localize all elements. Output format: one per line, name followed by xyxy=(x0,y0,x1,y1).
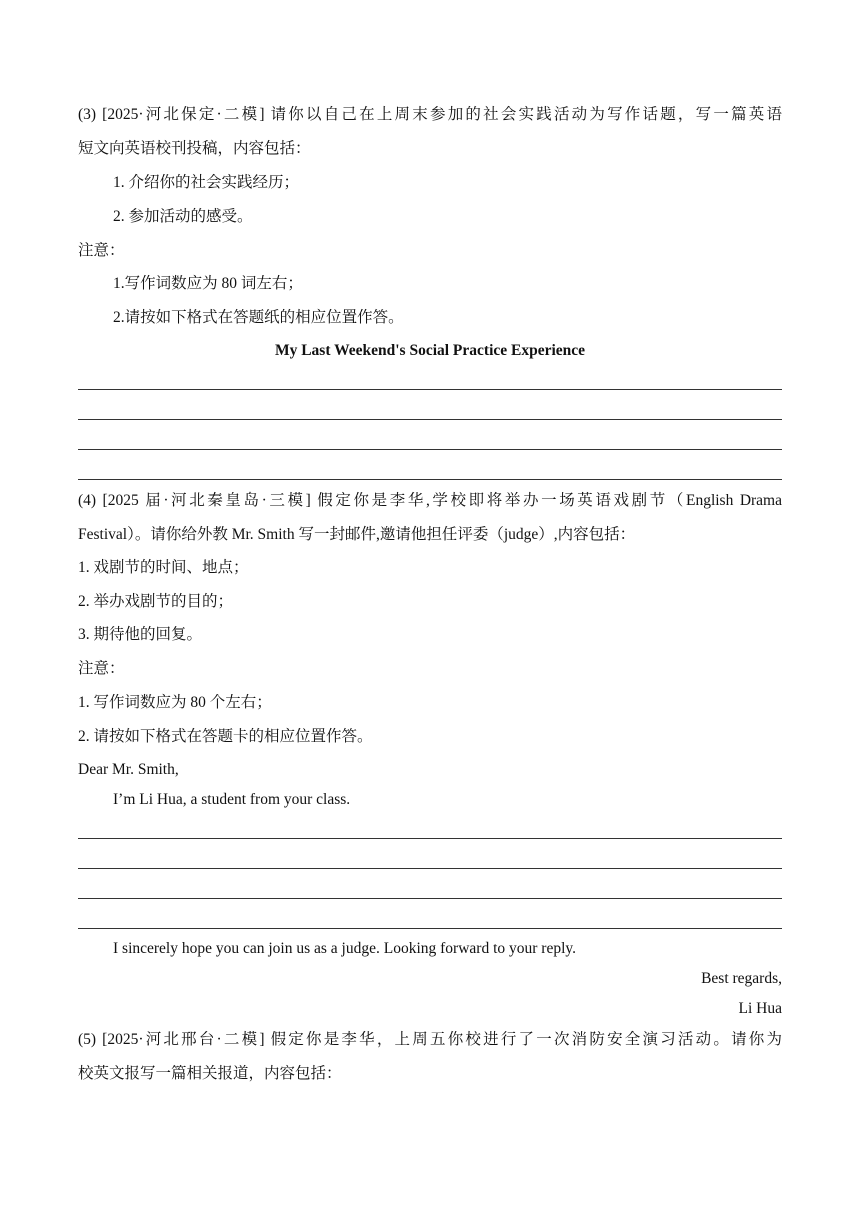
answer-line xyxy=(78,389,782,390)
q4-signature: Li Hua xyxy=(738,1000,782,1017)
q3-prompt-line-1: (3) [2025·河北保定·二模] 请你以自己在上周末参加的社会实践活动为写作话题，写一篇英语 xyxy=(78,106,782,123)
q4-content-point-3: 3. 期待他的回复。 xyxy=(78,626,203,643)
answer-line xyxy=(78,838,782,839)
q3-essay-title: My Last Weekend's Social Practice Experience xyxy=(274,342,586,359)
answer-line xyxy=(78,898,782,899)
q4-note-1: 1. 写作词数应为 80 个左右； xyxy=(78,694,272,711)
q3-content-point-2: 2. 参加活动的感受。 xyxy=(113,208,253,225)
q3-content-point-1: 1. 介绍你的社会实践经历； xyxy=(113,174,300,191)
q3-note-label: 注意： xyxy=(78,242,125,259)
q3-note-1: 1.写作词数应为 80 词左右； xyxy=(113,275,303,292)
q4-salutation: Dear Mr. Smith, xyxy=(78,761,179,778)
q4-sign-off: Best regards, xyxy=(701,970,782,987)
q3-note-2: 2.请按如下格式在答题纸的相应位置作答。 xyxy=(113,309,404,326)
answer-line xyxy=(78,868,782,869)
q4-content-point-2: 2. 举办戏剧节的目的； xyxy=(78,593,234,610)
q5-prompt-line-2: 校英文报写一篇相关报道，内容包括： xyxy=(78,1065,342,1082)
q4-note-label: 注意： xyxy=(78,660,125,677)
q4-note-2: 2. 请按如下格式在答题卡的相应位置作答。 xyxy=(78,728,373,745)
answer-line xyxy=(78,479,782,480)
q4-content-point-1: 1. 戏剧节的时间、地点； xyxy=(78,559,249,576)
q3-prompt-line-2: 短文向英语校刊投稿，内容包括： xyxy=(78,140,311,157)
q4-closing-sentence: I sincerely hope you can join us as a judge. Looking forward to your reply. xyxy=(113,940,577,957)
q4-opening-sentence: I’m Li Hua, a student from your class. xyxy=(113,791,351,808)
answer-line xyxy=(78,449,782,450)
q5-prompt-line-1: (5) [2025·河北邢台·二模] 假定你是李华，上周五你校进行了一次消防安全演习活动。请你为 xyxy=(78,1031,782,1048)
answer-line xyxy=(78,419,782,420)
answer-line xyxy=(78,928,782,929)
q4-prompt-line-1: (4) [2025 届·河北秦皇岛·三模] 假定你是李华,学校即将举办一场英语戏剧节（English Drama xyxy=(78,492,782,509)
q4-prompt-line-2: Festival）。请你给外教 Mr. Smith 写一封邮件,邀请他担任评委（judge）,内容包括： xyxy=(78,526,636,543)
